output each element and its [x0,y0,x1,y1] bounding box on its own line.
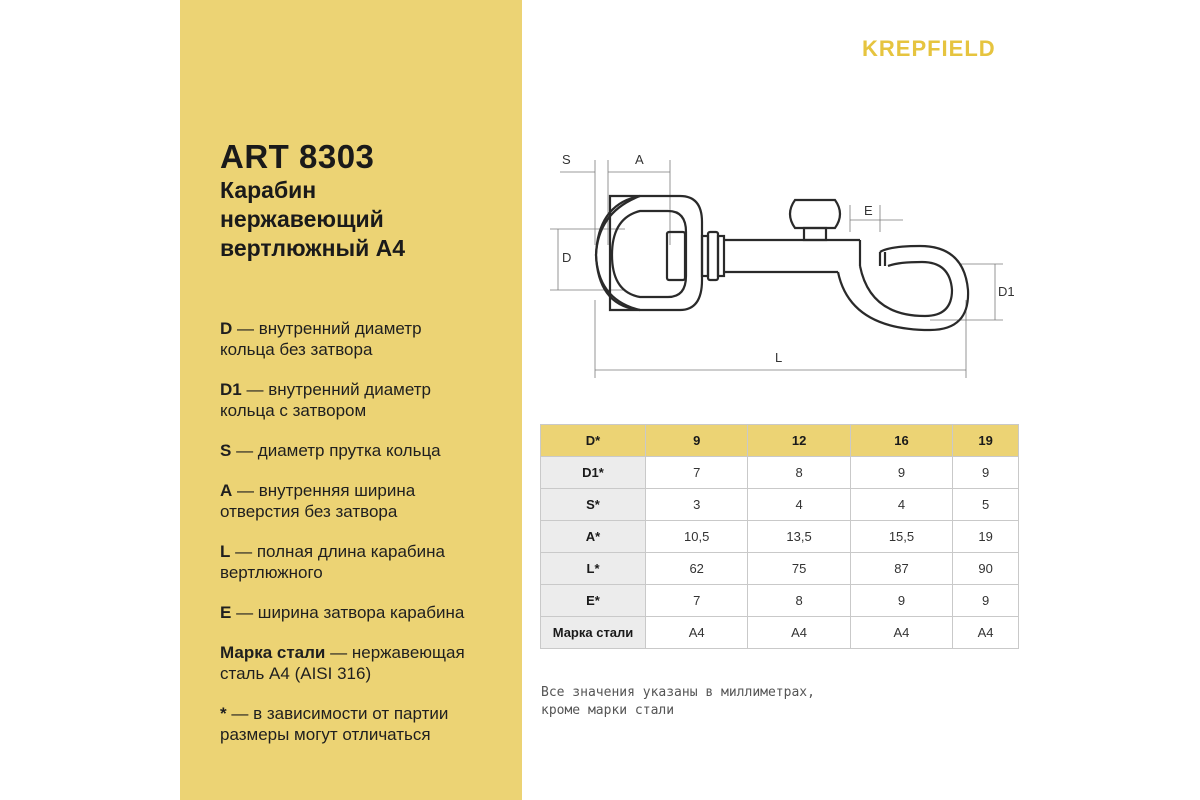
specification-table [540,424,1019,649]
carabiner-outline [596,196,968,330]
table-header-cell: 12 [748,425,850,457]
table-cell: 9 [850,585,952,617]
legend-item-steel [220,642,510,684]
legend-item-d1 [220,379,510,421]
table-cell: 15,5 [850,521,952,553]
footnote-line: кроме марки стали [541,703,675,718]
dimension-label-l: L [775,350,783,365]
legend-text: вертлюжного [220,563,323,582]
legend-text: — в зависимости от партии [231,704,449,723]
row-label: D1* [541,457,646,489]
legend-text: отверстия без затвора [220,502,398,521]
table-header-cell: D* [541,425,646,457]
dimension-label-a: A [635,152,644,167]
table-header-cell: 19 [953,425,1019,457]
dimension-label-d1: D1 [998,284,1015,299]
table-cell: 19 [953,521,1019,553]
table-cell: 9 [953,457,1019,489]
table-header-cell: 16 [850,425,952,457]
table-cell: 5 [953,489,1019,521]
legend-text: — диаметр прутка кольца [236,441,441,460]
legend-text: — внутренний диаметр [246,380,431,399]
row-label: Марка стали [541,617,646,649]
product-name [220,176,510,263]
table-cell: A4 [953,617,1019,649]
table-cell: A4 [850,617,952,649]
table-row [541,521,1019,553]
row-label: A* [541,521,646,553]
table-cell: 13,5 [748,521,850,553]
legend-text: — ширина затвора карабина [236,603,465,622]
legend-item-asterisk [220,703,510,745]
legend-term: L [220,542,231,561]
table-row [541,585,1019,617]
units-footnote [541,684,941,720]
table-cell: 87 [850,553,952,585]
table-cell: A4 [646,617,748,649]
footnote-line: Все значения указаны в миллиметрах, [541,685,815,700]
table-cell: 8 [748,585,850,617]
legend-item-l [220,541,510,583]
legend-term: Марка стали [220,643,326,662]
table-row [541,617,1019,649]
table-cell: 62 [646,553,748,585]
legend-text: кольца без затвора [220,340,373,359]
legend-term: S [220,441,232,460]
legend-text: — внутренняя ширина [237,481,416,500]
row-label: L* [541,553,646,585]
legend-item-a [220,480,510,522]
legend-text: размеры могут отличаться [220,725,431,744]
legend-item-s [220,440,510,461]
legend-term: * [220,704,227,723]
legend-text: сталь A4 (AISI 316) [220,664,372,683]
table-cell: 4 [850,489,952,521]
dimension-legend [220,318,510,745]
table-cell: A4 [748,617,850,649]
carabiner-diagram [540,140,1040,390]
dimension-label-s: S [562,152,571,167]
legend-text: кольца с затвором [220,401,367,420]
table-row [541,553,1019,585]
legend-text: — полная длина карабина [235,542,445,561]
product-name-line: Карабин [220,177,317,203]
table-header-row [541,425,1019,457]
dimension-lines [550,160,1003,378]
table-row [541,489,1019,521]
legend-term: A [220,481,233,500]
table-cell: 4 [748,489,850,521]
article-number: ART 8303 [220,138,375,175]
product-name-line: нержавеющий [220,206,384,232]
legend-term: E [220,603,232,622]
legend-item-d [220,318,510,360]
table-header-cell: 9 [646,425,748,457]
dimension-label-e: E [864,203,873,218]
table-cell: 9 [850,457,952,489]
table-cell: 75 [748,553,850,585]
legend-text: — нержавеющая [330,643,465,662]
table-cell: 7 [646,585,748,617]
legend-term: D1 [220,380,242,399]
legend-text: — внутренний диаметр [237,319,422,338]
table-cell: 3 [646,489,748,521]
dimension-label-d: D [562,250,572,265]
brand-logo: KREPFIELD [862,36,996,61]
table-cell: 7 [646,457,748,489]
table-cell: 9 [953,585,1019,617]
table-cell: 90 [953,553,1019,585]
table-cell: 8 [748,457,850,489]
table-cell: 10,5 [646,521,748,553]
product-name-line: вертлюжный A4 [220,235,406,261]
legend-term: D [220,319,233,338]
row-label: S* [541,489,646,521]
row-label: E* [541,585,646,617]
legend-item-e [220,602,510,623]
table-row [541,457,1019,489]
